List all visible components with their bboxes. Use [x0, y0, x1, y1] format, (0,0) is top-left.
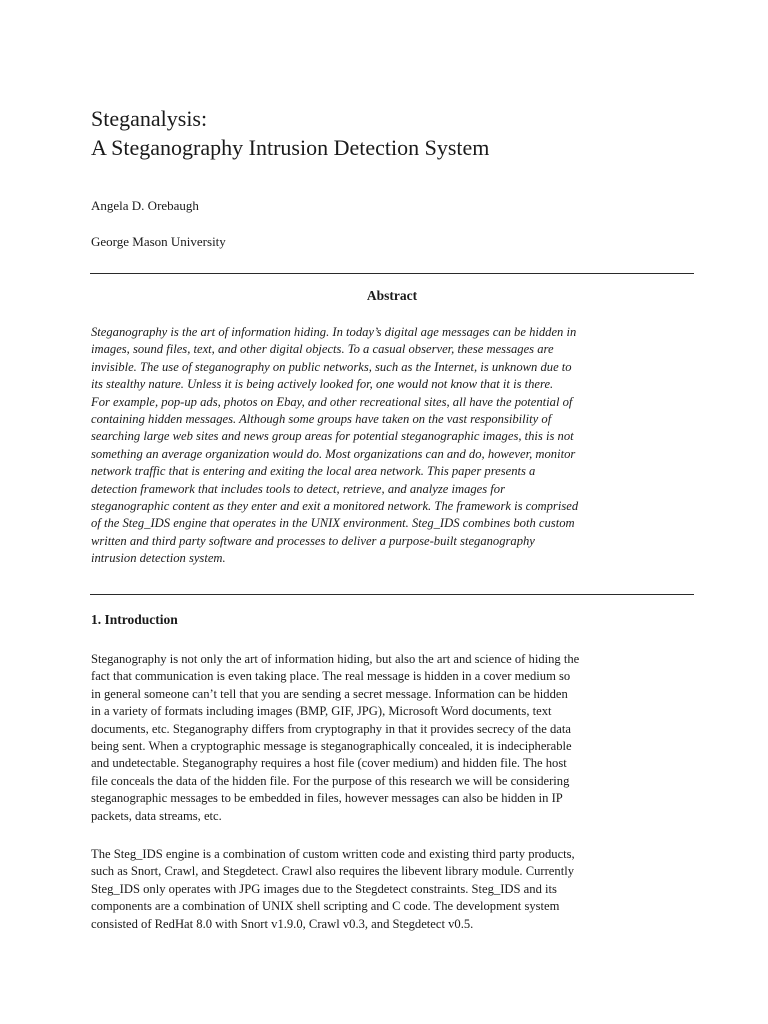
paper-title: [91, 104, 489, 162]
paragraph-line: components are a combination of UNIX shell scripting and C code. The development system: [91, 899, 560, 914]
paragraph-line: Steganography is not only the art of information hiding, but also the art and science of hiding the: [91, 652, 580, 666]
section-heading-introduction: 1. Introduction: [91, 612, 178, 627]
paragraph-line: steganographic messages to be embedded in files, however messages can also be hidden in IP: [91, 791, 563, 806]
abstract-line: invisible. The use of steganography on public networks, such as the Internet, is unknown due to: [91, 359, 572, 374]
paragraph-line: and undetectable. Steganography requires a host file (cover medium) and hidden file. The host: [91, 756, 567, 771]
paragraph-line: consisted of RedHat 8.0 with Snort v1.9.0, Crawl v0.3, and Stegdetect v0.5.: [91, 916, 474, 931]
abstract-top-rule: [90, 273, 694, 274]
title-line-1: Steganalysis:: [91, 106, 208, 131]
author-name: Angela D. Orebaugh: [91, 198, 199, 213]
intro-paragraph-2: [91, 846, 691, 933]
paragraph-line: packets, data streams, etc.: [91, 808, 222, 823]
paragraph-line: being sent. When a cryptographic message is steganographically concealed, it is indecipherable: [91, 739, 572, 754]
abstract-body: [91, 324, 691, 568]
abstract-line: For example, pop-up ads, photos on Ebay, and other recreational sites, all have the potential of: [91, 394, 573, 409]
paragraph-line: file conceals the data of the hidden file. For the purpose of this research we will be considering: [91, 773, 570, 788]
abstract-line: network traffic that is entering and exiting the local area network. This paper presents a: [91, 464, 536, 479]
paragraph-line: The Steg_IDS engine is a combination of custom written code and existing third party products,: [91, 847, 575, 861]
paragraph-line: fact that communication is even taking place. The real message is hidden in a cover medium so: [91, 669, 571, 684]
author-affiliation: George Mason University: [91, 234, 226, 249]
abstract-line: Steganography is the art of information hiding. In today’s digital age messages can be hidden in: [91, 325, 577, 339]
intro-paragraph-1: [91, 651, 691, 825]
abstract-line: intrusion detection system.: [91, 551, 226, 566]
abstract-heading: Abstract: [366, 288, 418, 303]
title-line-2: A Steganography Intrusion Detection System: [91, 135, 490, 160]
abstract-bottom-rule: [90, 594, 694, 595]
abstract-line: its stealthy nature. Unless it is being actively looked for, one would not know that it is there.: [91, 377, 554, 392]
abstract-line: searching large web sites and news group areas for potential steganographic images, this is not: [91, 429, 574, 444]
abstract-line: containing hidden messages. Although some groups have taken on the vast responsibility of: [91, 412, 552, 427]
paragraph-line: such as Snort, Crawl, and Stegdetect. Crawl also requires the libevent library module. Currently: [91, 864, 574, 879]
abstract-line: written and third party software and processes to deliver a purpose-built steganography: [91, 533, 535, 548]
abstract-line: images, sound files, text, and other digital objects. To a casual observer, these messages are: [91, 342, 554, 357]
paragraph-line: in general someone can’t tell that you are sending a secret message. Information can be hidden: [91, 686, 568, 701]
abstract-line: steganographic content as they enter and exit a monitored network. The framework is comprised: [91, 499, 579, 514]
abstract-line: detection framework that includes tools to detect, retrieve, and analyze images for: [91, 481, 505, 496]
abstract-line: something an average organization would do. Most organizations can and do, however, monitor: [91, 446, 576, 461]
paragraph-line: in a variety of formats including images (BMP, GIF, JPG), Microsoft Word documents, text: [91, 704, 552, 719]
paragraph-line: documents, etc. Steganography differs from cryptography in that it provides secrecy of the data: [91, 721, 571, 736]
abstract-line: of the Steg_IDS engine that operates in the UNIX environment. Steg_IDS combines both custom: [91, 516, 575, 531]
paragraph-line: Steg_IDS only operates with JPG images due to the Stegdetect constraints. Steg_IDS and its: [91, 881, 557, 896]
